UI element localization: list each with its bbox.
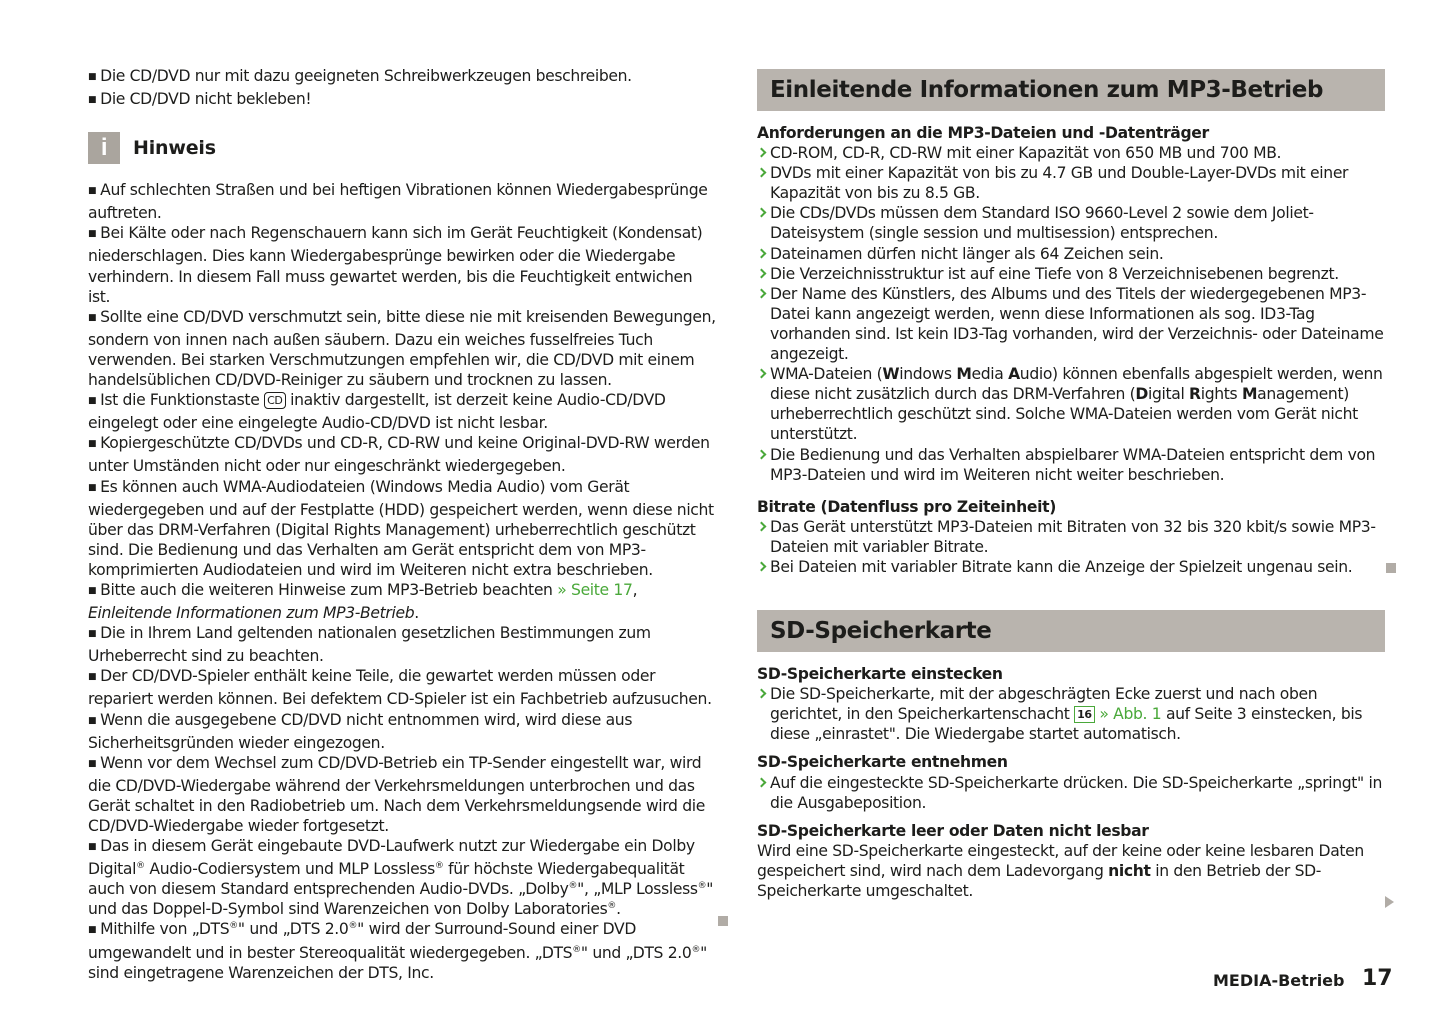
text: . [414,604,419,623]
list-item: Der Name des Künstlers, des Albums und des Titels der wiedergegebenen MP3-Datei kann angezeigt werden, wenn diese Informationen als sog. ID3-Tag vorhanden sind. Ist kein ID3-Tag vorhanden, wird der Verzeichnis- oder Dateiname angezeigt. [757,284,1385,364]
note-item: ■ Bei Kälte oder nach Regenschauern kann sich im Gerät Feuchtigkeit (Kondensat) niederschlagen. Dies kann Wiedergabesprünge bewirken oder die Wiedergabe verhindern. In diesem Fall muss gewartet werden, bis die Feuchtigkeit entwichen ist. [88,223,718,306]
subheading: SD-Speicherkarte leer oder Daten nicht lesbar [757,821,1149,840]
text: A [1008,365,1020,384]
text: " und das Doppel-D-Symbol sind Warenzeichen von Dolby Laboratories [88,880,714,919]
list-item: Dateinamen dürfen nicht länger als 64 Zeichen sein. [757,244,1385,264]
note-item [88,580,718,623]
subheading: Bitrate (Datenfluss pro Zeiteinheit) [757,497,1057,516]
right-column [757,69,1385,901]
text: inaktiv dargestellt, ist derzeit keine Audio-CD/DVD eingelegt oder eine eingelegte Audio-CD/DVD ist nicht lesbar. [88,391,666,433]
text: . [616,900,621,919]
section-end-marker-icon [718,916,728,926]
text: " sind eingetragene Warenzeichen der DTS, Inc. [88,943,707,982]
text: nicht [1108,861,1151,880]
list-item: DVDs mit einer Kapazität von bis zu 4.7 GB und Double-Layer-DVDs mit einer Kapazität von bis zu 8.5 GB. [757,163,1385,203]
registered-mark: ® [572,944,581,955]
text: M [956,365,972,384]
list-item: CD-ROM, CD-R, CD-RW mit einer Kapazität von 650 MB und 700 MB. [757,143,1385,163]
page-number: 17 [1362,966,1393,991]
registered-mark: ® [697,881,707,892]
text: auf Seite 3 einstecken, bis diese „einrastet". Die Wiedergabe startet automatisch. [770,705,1363,744]
text: Mithilfe von „DTS [100,920,230,939]
registered-mark: ® [568,881,578,892]
registered-mark: ® [229,921,238,932]
text: udio) können ebenfalls abgespielt werden, wenn diese nicht zusätzlich durch das DRM-Verfahren ( [770,365,1383,404]
note-item: ■ Die in Ihrem Land geltenden nationalen gesetzlichen Bestimmungen zum Urheberrecht sind zu beachten. [88,623,718,666]
text: edia [971,365,1009,384]
text: ights [1200,385,1242,404]
subheading: SD-Speicherkarte entnehmen [757,753,1008,772]
text: W [882,365,900,384]
registered-mark: ® [348,921,358,932]
figure-callout-number: 16 [1074,706,1095,723]
text: indows [899,365,957,384]
text: igital [1147,385,1190,404]
note-item: ■ Es können auch WMA-Audiodateien (Windows Media Audio) vom Gerät wiedergegeben und auf der Festplatte (HDD) gespeichert werden, wenn diese nicht über das DRM-Verfahren (Digital Rights Management) urheberrechtlich geschützt sind. Die Bedienung und das Verhalten am Gerät entspricht dem von MP3-komprimierten Audiodateien und wird im Weiteren nicht extra beschrieben. [88,477,718,580]
continue-arrow-icon [1385,896,1394,908]
text: Das in diesem Gerät eingebaute DVD-Laufwerk nutzt zur Wiedergabe ein Dolby Digital [88,837,695,879]
text: WMA-Dateien ( [770,365,883,384]
text: D [1135,385,1148,404]
note-title: Hinweis [133,137,216,160]
list-item: Bei Dateien mit variabler Bitrate kann die Anzeige der Spielzeit ungenau sein. [757,557,1385,577]
text: " und „DTS 2.0 [237,920,349,939]
subheading: SD-Speicherkarte einstecken [757,665,1003,684]
text: " wird der Surround-Sound einer DVD umgewandelt und in bester Stereoqualität wiedergegeben. „DTS [88,920,637,962]
list-item: Auf die eingesteckte SD-Speicherkarte drücken. Die SD-Speicherkarte „springt" in die Ausgabeposition. [757,773,1385,813]
intro-bullet: ■ Die CD/DVD nur mit dazu geeigneten Schreibwerkzeugen beschreiben. [88,66,718,89]
registered-mark: ® [691,944,701,955]
text: ", „MLP Lossless [577,880,698,899]
note-item [88,836,718,919]
note-item: ■ Wenn vor dem Wechsel zum CD/DVD-Betrieb ein TP-Sender eingestellt war, wird die CD/DVD-Wiedergabe während der Verkehrsmeldungen unterbrochen und das Gerät schaltet in den Radiobetrieb um. Nach dem Verkehrsmeldungsende wird die CD/DVD-Wiedergabe wieder fortgesetzt. [88,753,718,836]
note-item: ■ Der CD/DVD-Spieler enthält keine Teile, die gewartet werden müssen oder repariert werden können. Bei defektem CD-Spieler ist ein Fachbetrieb aufzusuchen. [88,666,718,709]
cd-key-icon: CD [264,392,285,409]
left-column [88,66,718,983]
list-item: Die Bedienung und das Verhalten abspielbarer WMA-Dateien entspricht dem von MP3-Dateien und wird im Weiteren nicht weiter beschrieben. [757,445,1385,485]
registered-mark: ® [136,861,145,871]
text: Bitte auch die weiteren Hinweise zum MP3-Betrieb beachten [100,580,553,599]
note-item: ■ Wenn die ausgegebene CD/DVD nicht entnommen wird, wird diese aus Sicherheitsgründen wieder eingezogen. [88,710,718,753]
text: Ist die Funktionstaste [100,391,260,410]
section-heading-mp3: Einleitende Informationen zum MP3-Betrieb [757,69,1385,111]
section-end-marker-icon [1386,563,1396,573]
note-heading [88,132,718,164]
footer-section-title: MEDIA-Betrieb [1213,971,1345,990]
text: M [1241,385,1258,404]
list-item [757,684,1385,744]
section-reference: Einleitende Informationen zum MP3-Betrieb [88,604,415,623]
text: Die SD-Speicherkarte, mit der abgeschrägten Ecke zuerst und nach oben gerichtet, in den Speicherkartenschacht [770,685,1318,724]
registered-mark: ® [607,901,617,912]
page-link[interactable]: » Seite 17 [557,580,633,599]
note-item [88,390,718,433]
registered-mark: ® [434,861,444,871]
list-item: Die CDs/DVDs müssen dem Standard ISO 9660-Level 2 sowie dem Joliet-Dateisystem (single session und multisession) entsprechen. [757,203,1385,243]
text: für höchste Wiedergabequalität auch von diesem Standard entsprechenden Audio-DVDs. „Dolby [88,860,685,899]
intro-bullet: ■ Die CD/DVD nicht bekleben! [88,89,718,112]
note-item: ■ Auf schlechten Straßen und bei heftigen Vibrationen können Wiedergabesprünge auftreten. [88,180,718,223]
text: in den Betrieb der SD-Speicherkarte umgeschaltet. [757,861,1322,900]
list-item: Die Verzeichnisstruktur ist auf eine Tiefe von 8 Verzeichnisebenen begrenzt. [757,264,1385,284]
text: anagement) urheberrechtlich geschützt sind. Solche WMA-Dateien werden vom Gerät nicht unterstützt. [770,385,1358,444]
text: Audio-Codiersystem und MLP Lossless [144,860,435,879]
list-item [757,364,1385,444]
text: Wird eine SD-Speicherkarte eingesteckt, auf der keine oder keine lesbaren Daten gespeichert sind, wird nach dem Ladevorgang [757,841,1364,880]
text: R [1189,385,1201,404]
subheading: Anforderungen an die MP3-Dateien und -Datenträger [757,124,1209,142]
section-heading-sd: SD-Speicherkarte [757,610,1385,652]
list-item: Das Gerät unterstützt MP3-Dateien mit Bitraten von 32 bis 320 kbit/s sowie MP3-Dateien mit variabler Bitrate. [757,517,1385,557]
paragraph [757,841,1385,901]
text: " und „DTS 2.0 [580,943,692,962]
figure-link[interactable]: » Abb. 1 [1099,705,1162,724]
note-item: ■ Sollte eine CD/DVD verschmutzt sein, bitte diese nie mit kreisenden Bewegungen, sondern von innen nach außen säubern. Dazu ein weiches fusselfreies Tuch verwenden. Bei starken Verschmutzungen empfehlen wir, die CD/DVD mit einem handelsüblichen CD/DVD-Reiniger zu säubern und trocknen zu lassen. [88,307,718,390]
text: , [632,580,638,599]
note-item [88,919,718,982]
note-item: ■ Kopiergeschützte CD/DVDs und CD-R, CD-RW und keine Original-DVD-RW werden unter Umständen nicht oder nur eingeschränkt wiedergegeben. [88,433,718,476]
info-icon: i [88,132,120,164]
